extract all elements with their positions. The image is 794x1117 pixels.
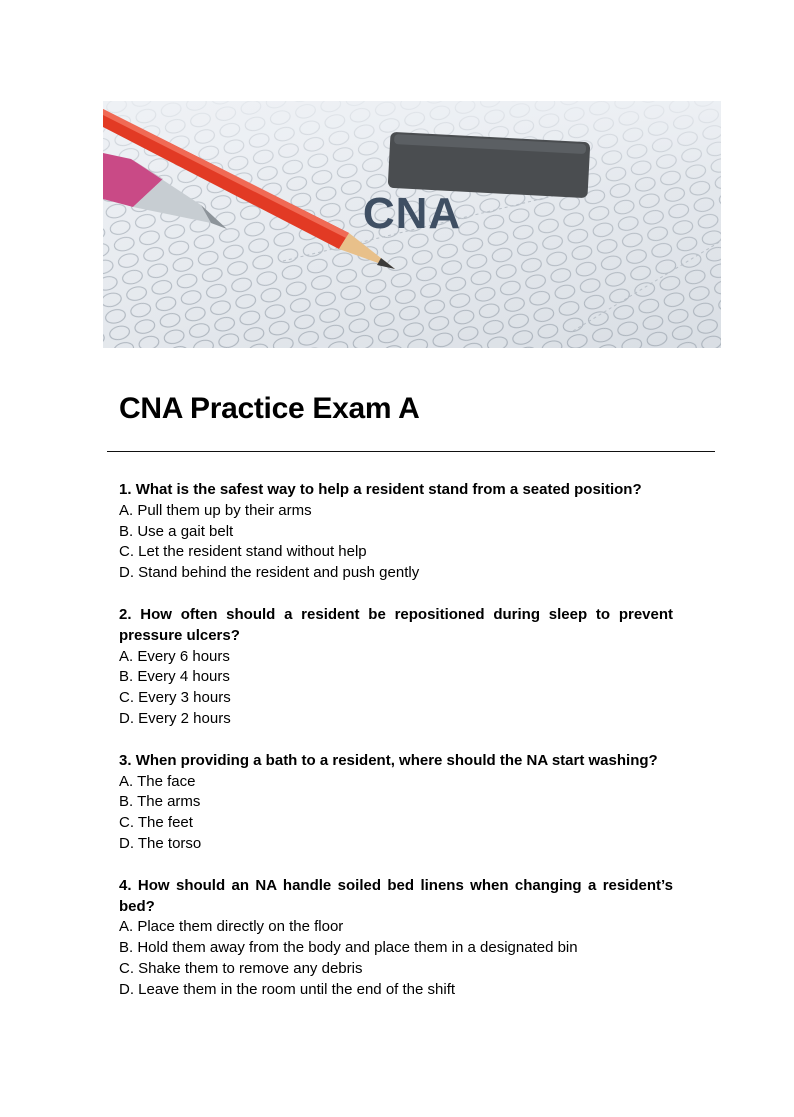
page-title: CNA Practice Exam A — [119, 392, 420, 425]
banner-title: CNA — [362, 189, 462, 238]
answer-option: C. Every 3 hours — [119, 689, 231, 707]
question-1 — [119, 480, 673, 584]
answer-option: B. Every 4 hours — [119, 668, 230, 686]
question-4 — [119, 876, 673, 1001]
answer-option: B. Use a gait belt — [119, 522, 234, 540]
question-3 — [119, 751, 673, 855]
answer-option: A. The face — [119, 772, 196, 790]
question-text: 4. How should an NA handle soiled bed linens when changing a resident’s bed? — [119, 876, 674, 915]
answer-option: B. The arms — [119, 793, 201, 811]
question-list — [119, 480, 673, 1022]
answer-option: D. Leave them in the room until the end of the shift — [119, 980, 456, 998]
answer-option: D. Stand behind the resident and push gently — [119, 564, 420, 582]
answer-option: B. Hold them away from the body and place them in a designated bin — [119, 939, 578, 957]
answer-option: C. The feet — [119, 814, 193, 832]
title-divider — [107, 451, 715, 452]
header-banner-image — [103, 101, 721, 348]
question-text: 2. How often should a resident be repositioned during sleep to prevent pressure ulcers? — [119, 605, 674, 644]
answer-option: A. Pull them up by their arms — [119, 501, 312, 519]
answer-option: C. Let the resident stand without help — [119, 543, 367, 561]
question-text: 1. What is the safest way to help a resident stand from a seated position? — [119, 481, 642, 498]
answer-option: A. Every 6 hours — [119, 647, 230, 665]
answer-option: C. Shake them to remove any debris — [119, 959, 363, 977]
question-2 — [119, 605, 673, 730]
answer-option: A. Place them directly on the floor — [119, 918, 344, 936]
answer-option: D. Every 2 hours — [119, 709, 231, 727]
answer-option: D. The torso — [119, 834, 202, 852]
question-text: 3. When providing a bath to a resident, where should the NA start washing? — [119, 751, 658, 769]
